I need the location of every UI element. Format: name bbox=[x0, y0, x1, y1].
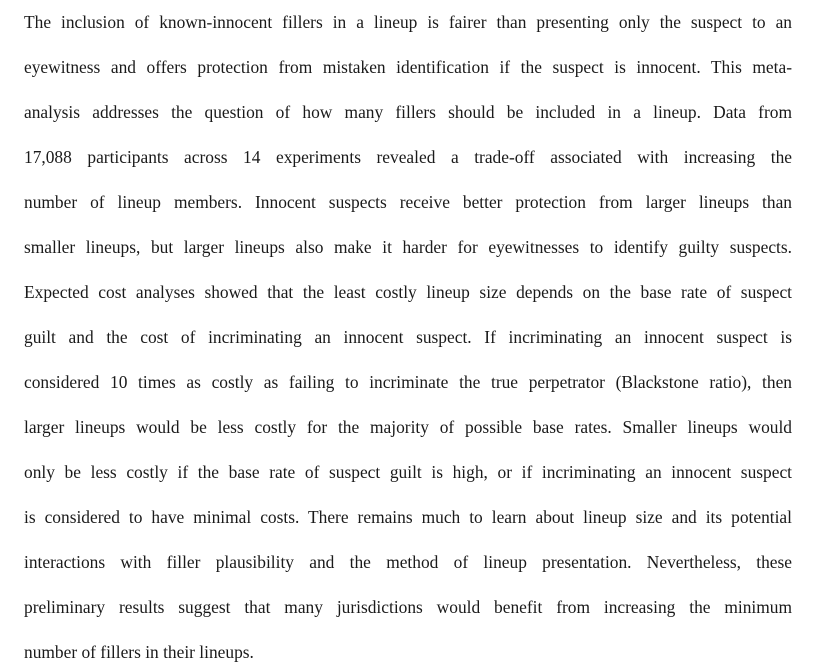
abstract-line-8: guilt and the cost of incriminating an innocent suspect. If incriminating an innocent suspect is bbox=[24, 327, 792, 347]
abstract-line-11: only be less costly if the base rate of suspect guilt is high, or if incriminating an innocent suspect bbox=[24, 462, 792, 482]
abstract-line-13: interactions with filler plausibility and the method of lineup presentation. Nevertheless, these bbox=[24, 552, 792, 572]
abstract-line-12: is considered to have minimal costs. There remains much to learn about lineup size and its potential bbox=[24, 507, 792, 527]
abstract-line-15: number of fillers in their lineups. bbox=[24, 642, 254, 662]
abstract-line-7: Expected cost analyses showed that the least costly lineup size depends on the base rate of suspect bbox=[24, 282, 792, 302]
abstract-line-9: considered 10 times as costly as failing to incriminate the true perpetrator (Blackstone ratio), then bbox=[24, 372, 792, 392]
abstract-line-2: eyewitness and offers protection from mistaken identification if the suspect is innocent. This meta- bbox=[24, 57, 792, 77]
abstract-line-14: preliminary results suggest that many jurisdictions would benefit from increasing the minimum bbox=[24, 597, 792, 617]
abstract-line-4: 17,088 participants across 14 experiments revealed a trade-off associated with increasing the bbox=[24, 147, 792, 167]
abstract-line-3: analysis addresses the question of how many fillers should be included in a lineup. Data from bbox=[24, 102, 792, 122]
abstract-line-5: number of lineup members. Innocent suspects receive better protection from larger lineups than bbox=[24, 192, 792, 212]
abstract-line-6: smaller lineups, but larger lineups also make it harder for eyewitnesses to identify guilty suspects. bbox=[24, 237, 792, 257]
abstract-line-1: The inclusion of known-innocent fillers in a lineup is fairer than presenting only the suspect to an bbox=[24, 12, 792, 32]
abstract-line-10: larger lineups would be less costly for the majority of possible base rates. Smaller lineups would bbox=[24, 417, 792, 437]
